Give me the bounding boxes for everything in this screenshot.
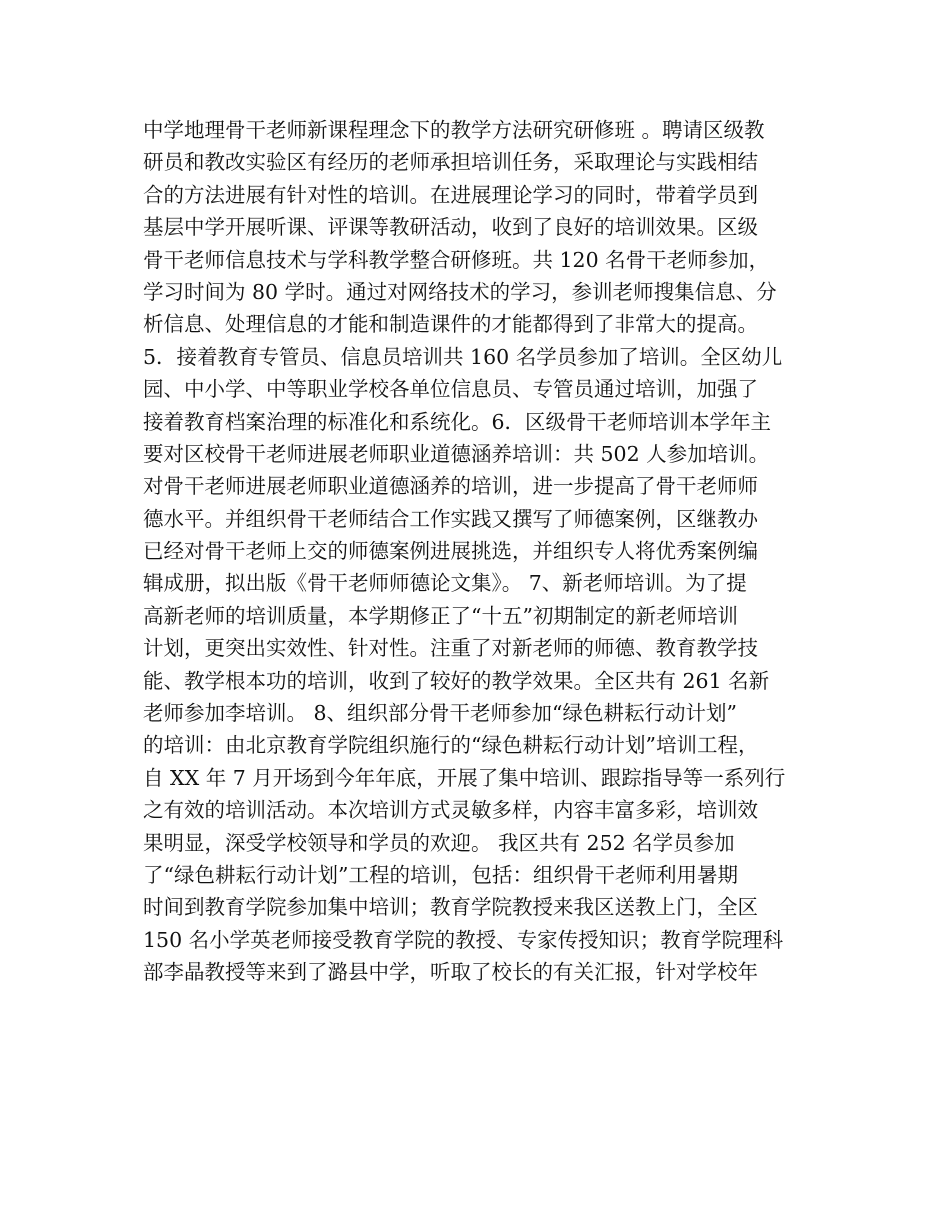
text-line: 中学地理骨干老师新课程理念下的教学方法研究研修班 。聘请区级教: [143, 118, 765, 142]
text-line: 园、中小学、中等职业学校各单位信息员、专管员通过培训，加强了: [143, 377, 758, 402]
text-line: 析信息、处理信息的才能和制造课件的才能都得到了非常大的提高。: [143, 312, 758, 337]
text-line: 辑成册，拟出版《骨干老师师德论文集》。 7、新老师培训。为了提: [143, 571, 747, 596]
text-line: 的培训：由北京教育学院组织施行的“绿色耕耘行动计划”培训工程，: [143, 733, 759, 758]
text-line: 要对区校骨干老师进展老师职业道德涵养培训：共 502 人参加培训。: [143, 441, 770, 466]
text-line: 基层中学开展听课、评课等教研活动，收到了良好的培训效果。区级: [143, 215, 758, 240]
text-line: 已经对骨干老师上交的师德案例进展挑选，并组织专人将优秀案例编: [143, 539, 758, 564]
text-line: 对骨干老师进展老师职业道德涵养的培训，进一步提高了骨干老师师: [143, 474, 758, 499]
text-line: 高新老师的培训质量，本学期修正了“十五”初期制定的新老师培训: [143, 603, 738, 628]
text-line: 果明显，深受学校领导和学员的欢迎。 我区共有 252 名学员参加: [143, 830, 735, 855]
text-line: 计划，更突出实效性、针对性。注重了对新老师的师德、教育教学技: [143, 636, 758, 661]
text-line: 自 XX 年 7 月开场到今年年底，开展了集中培训、跟踪指导等一系列行: [143, 765, 786, 790]
text-line: 学习时间为 80 学时。通过对网络技术的学习，参训老师搜集信息、分: [143, 279, 777, 304]
text-line: 接着教育档案治理的标准化和系统化。6．区级骨干老师培训本学年主: [143, 409, 772, 434]
text-line: 150 名小学英老师接受教育学院的教授、专家传授知识；教育学院理科: [143, 927, 784, 952]
text-line: 时间到教育学院参加集中培训；教育学院教授来我区送教上门，全区: [143, 895, 758, 920]
text-line: 老师参加李培训。 8、组织部分骨干老师参加“绿色耕耘行动计划”: [143, 701, 738, 726]
text-line: 部李晶教授等来到了潞县中学，听取了校长的有关汇报，针对学校年: [143, 960, 758, 985]
text-line: 德水平。并组织骨干老师结合工作实践又撰写了师德案例，区继教办: [143, 506, 758, 531]
text-line: 5．接着教育专管员、信息员培训共 160 名学员参加了培训。全区幼儿: [143, 344, 783, 369]
text-line: 能、教学根本功的培训，收到了较好的教学效果。全区共有 261 名新: [143, 668, 770, 693]
text-line: 了“绿色耕耘行动计划”工程的培训，包括：组织骨干老师利用暑期: [143, 862, 738, 887]
body-text: [143, 114, 843, 989]
text-line: 骨干老师信息技术与学科教学整合研修班。共 120 名骨干老师参加，: [143, 247, 770, 272]
text-line: 合的方法进展有针对性的培训。在进展理论学习的同时，带着学员到: [143, 182, 758, 207]
text-line: 研员和教改实验区有经历的老师承担培训任务，采取理论与实践相结: [143, 150, 758, 175]
text-line: 之有效的培训活动。本次培训方式灵敏多样，内容丰富多彩，培训效: [143, 798, 758, 823]
